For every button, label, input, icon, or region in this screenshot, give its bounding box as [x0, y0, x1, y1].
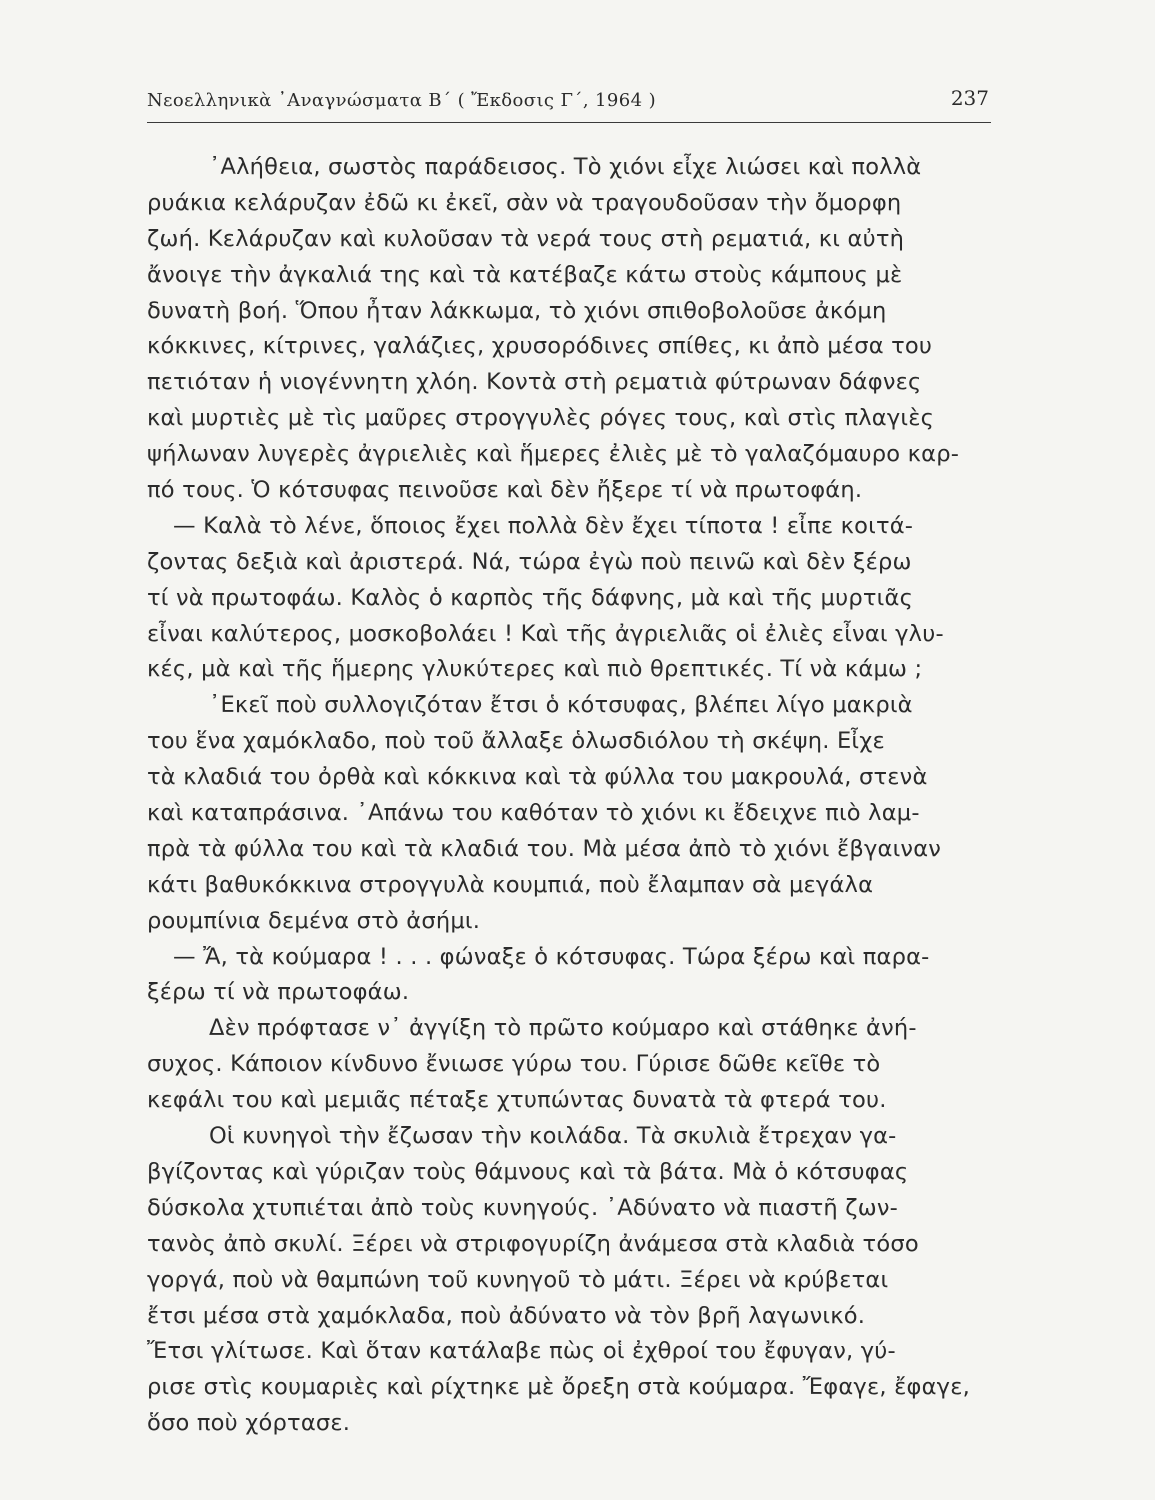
text-line: Οἱ κυνηγοὶ τὴν ἔζωσαν τὴν κοιλάδα. Τὰ σκυλιὰ ἔτρεχαν γα- [209, 1123, 897, 1150]
text-line: ψήλωναν λυγερὲς ἀγριελιὲς καὶ ἥμερες ἐλιὲς μὲ τὸ γαλαζόμαυρο καρ- [147, 441, 960, 468]
text-line: κές, μὰ καὶ τῆς ἥμερης γλυκύτερες καὶ πιὸ θρεπτικές. Τί νὰ κάμω ; [147, 656, 923, 683]
text-line: συχος. Κάποιον κίνδυνο ἔνιωσε γύρω του. Γύρισε δῶθε κεῖθε τὸ [147, 1051, 881, 1078]
text-line: Ἔτσι γλίτωσε. Καὶ ὅταν κατάλαβε πὼς οἱ ἐχθροί του ἔφυγαν, γύ- [147, 1338, 896, 1365]
text-line: του ἕνα χαμόκλαδο, ποὺ τοῦ ἄλλαξε ὁλωσδιόλου τὴ σκέψη. Εἶχε [147, 728, 885, 755]
text-line: πό τους. Ὁ κότσυφας πεινοῦσε καὶ δὲν ἤξερε τί νὰ πρωτοφάη. [147, 477, 863, 504]
text-line: δύσκολα χτυπιέται ἀπὸ τοὺς κυνηγούς. ᾿Αδύνατο νὰ πιαστῆ ζων- [147, 1194, 898, 1221]
text-line: πετιόταν ἡ νιογέννητη χλόη. Κοντὰ στὴ ρεματιὰ φύτρωναν δάφνες [147, 369, 922, 396]
text-line: ρυάκια κελάρυζαν ἐδῶ κι ἐκεῖ, σὰν νὰ τραγουδοῦσαν τὴν ὄμορφη [147, 189, 902, 216]
text-line: καὶ μυρτιὲς μὲ τὶς μαῦρες στρογγυλὲς ρόγες τους, καὶ στὶς πλαγιὲς [147, 405, 935, 432]
text-line: τί νὰ πρωτοφάω. Καλὸς ὁ καρπὸς τῆς δάφνης, μὰ καὶ τῆς μυρτιᾶς [147, 584, 914, 611]
text-line: ζοντας δεξιὰ καὶ ἀριστερά. Νά, τώρα ἐγὼ ποὺ πεινῶ καὶ δὲν ξέρω [147, 548, 912, 575]
text-line: κάτι βαθυκόκκινα στρογγυλὰ κουμπιά, ποὺ ἔλαμπαν σὰ μεγάλα [147, 871, 874, 898]
text-line: ἔτσι μέσα στὰ χαμόκλαδα, ποὺ ἀδύνατο νὰ τὸν βρῆ λαγωνικό. [147, 1302, 866, 1329]
text-line: βγίζοντας καὶ γύριζαν τοὺς θάμνους καὶ τὰ βάτα. Μὰ ὁ κότσυφας [147, 1158, 909, 1185]
header-rule [147, 122, 991, 123]
text-line: ᾿Αλήθεια, σωστὸς παράδεισος. Τὸ χιόνι εἶχε λιώσει καὶ πολλὰ [209, 154, 922, 180]
text-line: εἶναι καλύτερος, μοσκοβολάει ! Καὶ τῆς ἀγριελιᾶς οἱ ἐλιὲς εἶναι γλυ- [147, 620, 944, 647]
text-line: κεφάλι του καὶ μεμιᾶς πέταξε χτυπώντας δυνατὰ τὰ φτερά του. [147, 1087, 887, 1114]
text-line: πρὰ τὰ φύλλα του καὶ τὰ κλαδιά του. Μὰ μέσα ἀπὸ τὸ χιόνι ἔβγαιναν [147, 835, 942, 862]
text-line: δυνατὴ βοή. Ὅπου ἦταν λάκκωμα, τὸ χιόνι σπιθοβολοῦσε ἀκόμη [147, 297, 887, 324]
page-number: 237 [950, 86, 989, 110]
text-line: καὶ καταπράσινα. ᾿Απάνω του καθόταν τὸ χιόνι κι ἔδειχνε πιὸ λαμ- [147, 800, 920, 827]
text-line: ξέρω τί νὰ πρωτοφάω. [147, 979, 410, 1006]
text-line: ζωή. Κελάρυζαν καὶ κυλοῦσαν τὰ νερά τους στὴ ρεματιά, κι αὐτὴ [147, 225, 905, 252]
text-line: ᾿Εκεῖ ποὺ συλλογιζόταν ἔτσι ὁ κότσυφας, βλέπει λίγο μακριὰ [209, 692, 913, 719]
text-line: κόκκινες, κίτρινες, γαλάζιες, χρυσορόδινες σπίθες, κι ἀπὸ μέσα του [147, 333, 933, 360]
text-line: — Ἄ, τὰ κούμαρα ! . . . φώναξε ὁ κότσυφας. Τώρα ξέρω καὶ παρα- [173, 943, 930, 970]
text-line: ἄνοιγε τὴν ἀγκαλιά της καὶ τὰ κατέβαζε κάτω στοὺς κάμπους μὲ [147, 261, 903, 288]
text-line: — Καλὰ τὸ λένε, ὅποιος ἔχει πολλὰ δὲν ἔχει τίποτα ! εἶπε κοιτά- [173, 512, 914, 539]
text-line: ρουμπίνια δεμένα στὸ ἀσήμι. [147, 907, 481, 934]
text-line: Δὲν πρόφτασε ν᾿ ἀγγίξη τὸ πρῶτο κούμαρο καὶ στάθηκε ἀνή- [209, 1015, 917, 1042]
text-line: γοργά, ποὺ νὰ θαμπώνη τοῦ κυνηγοῦ τὸ μάτι. Ξέρει νὰ κρύβεται [147, 1266, 889, 1293]
body-text [147, 150, 1007, 1442]
text-line: τανὸς ἀπὸ σκυλί. Ξέρει νὰ στριφογυρίζη ἀνάμεσα στὰ κλαδιὰ τόσο [147, 1230, 919, 1257]
text-line: τὰ κλαδιά του ὀρθὰ καὶ κόκκινα καὶ τὰ φύλλα του μακρουλά, στενὰ [147, 764, 928, 791]
text-line: ὅσο ποὺ χόρτασε. [147, 1410, 351, 1437]
text-line: ρισε στὶς κουμαριὲς καὶ ρίχτηκε μὲ ὄρεξη στὰ κούμαρα. Ἔφαγε, ἔφαγε, [147, 1374, 970, 1401]
running-header [147, 86, 991, 122]
running-title: Νεοελληνικὰ ᾿Αναγνώσματα Β΄ ( Ἔκδοσις Γ΄, 1964 ) [147, 90, 657, 111]
